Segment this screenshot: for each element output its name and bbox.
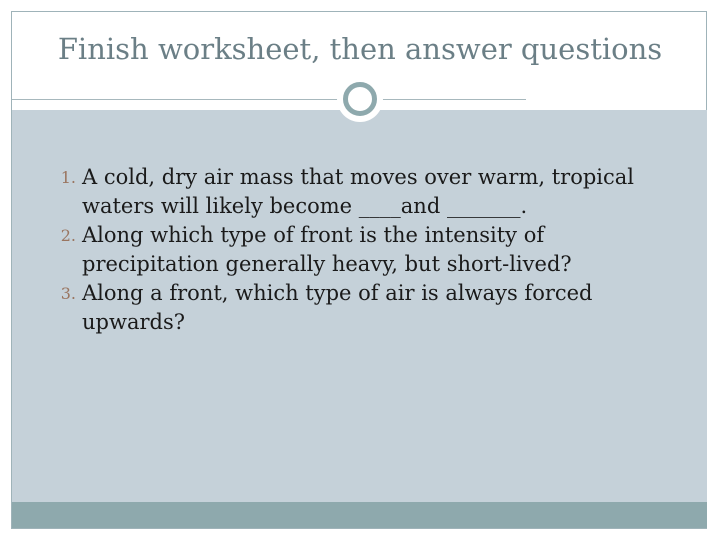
question-text: Along a front, which type of air is always forced upwards? xyxy=(82,281,593,334)
slide-title: Finish worksheet, then answer questions xyxy=(57,32,663,66)
question-number: 3. xyxy=(60,284,76,303)
question-list xyxy=(12,163,652,337)
question-item xyxy=(12,279,652,337)
circle-ornament-icon xyxy=(337,76,383,122)
question-number: 1. xyxy=(60,168,76,187)
title-divider xyxy=(12,99,526,100)
question-text: A cold, dry air mass that moves over warm, tropical waters will likely become ____and _______. xyxy=(82,165,635,218)
question-text: Along which type of front is the intensity of precipitation generally heavy, but short-lived? xyxy=(82,223,572,276)
question-item xyxy=(12,221,652,279)
question-item xyxy=(12,163,652,221)
footer-band xyxy=(12,502,707,528)
question-number: 2. xyxy=(60,226,76,245)
